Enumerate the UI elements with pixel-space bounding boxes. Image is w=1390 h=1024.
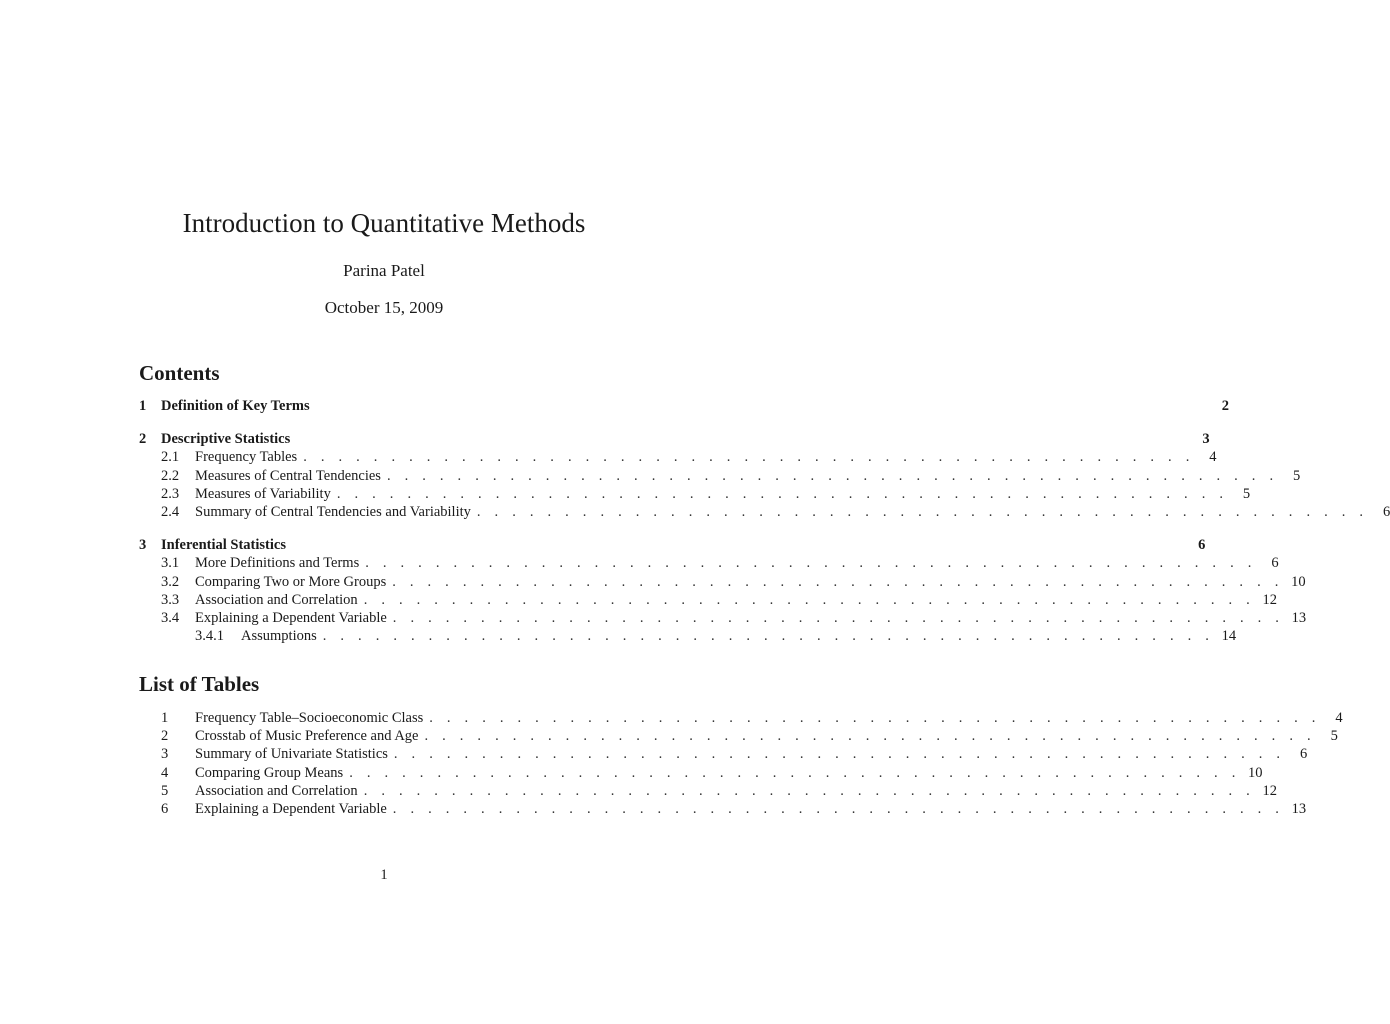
toc-entry-label: Definition of Key Terms	[161, 398, 310, 414]
toc-entry-number: 3	[139, 537, 147, 554]
table-entry-label: Explaining a Dependent Variable	[195, 800, 387, 817]
toc-entry-label: Inferential Statistics	[161, 537, 286, 554]
table-entry-label: Crosstab of Music Preference and Age	[195, 728, 419, 745]
toc-entry[interactable]	[139, 448, 1217, 466]
toc-entry-label: Assumptions	[241, 628, 317, 645]
toc-entry-label: Measures of Variability	[195, 485, 331, 502]
dot-leader: . . . . . . . . . . . . . . . . . . . . . . . . . . . . . . . . . . . . . . . . . . . . . . . . . . .	[303, 449, 1195, 466]
dot-leader: . . . . . . . . . . . . . . . . . . . . . . . . . . . . . . . . . . . . . . . . . . . . . . . . . . .	[424, 728, 1316, 745]
dot-leader: . . . . . . . . . . . . . . . . . . . . . . . . . . . . . . . . . . . . . . . . . . . . . . . . . . .	[363, 591, 1256, 608]
toc-entry-label: Summary of Central Tendencies and Variability	[195, 503, 471, 520]
table-entry[interactable]	[139, 782, 1278, 800]
toc-entry-page: 10	[1291, 573, 1306, 590]
toc-entry[interactable]	[139, 430, 1210, 448]
toc-entry-number: 3.4	[161, 609, 180, 626]
dot-leader: . . . . . . . . . . . . . . . . . . . . . . . . . . . . . . . . . . . . . . . . . . . . . . . . . . .	[429, 710, 1321, 726]
dot-leader: . . . . . . . . . . . . . . . . . . . . . . . . . . . . . . . . . . . . . . . . . . . . . . . . . . .	[392, 800, 1285, 817]
toc-entry-number: 3.2	[161, 573, 180, 590]
table-entry-number: 2	[161, 728, 169, 745]
table-entry[interactable]	[139, 764, 1263, 782]
toc-entry-label: More Definitions and Terms	[195, 555, 360, 572]
toc-entry[interactable]	[139, 397, 1229, 415]
dot-leader: . . . . . . . . . . . . . . . . . . . . . . . . . . . . . . . . . . . . . . . . . . . . . . . . . . .	[336, 485, 1229, 502]
table-entry-number: 5	[161, 782, 169, 799]
toc-entry-page: 4	[1209, 449, 1217, 466]
table-entry[interactable]	[139, 709, 1343, 727]
toc-entry-number: 2.3	[161, 485, 180, 502]
table-entry-page: 5	[1330, 728, 1338, 745]
toc-entry-label: Measures of Central Tendencies	[195, 467, 381, 484]
document-title: Introduction to Quantitative Methods	[182, 208, 586, 238]
table-entry-number: 4	[161, 764, 169, 781]
contents-heading: Contents	[139, 361, 220, 385]
dot-leader: . . . . . . . . . . . . . . . . . . . . . . . . . . . . . . . . . . . . . . . . . . . . . . . . . . .	[365, 555, 1257, 572]
toc-entry-number: 1	[139, 398, 147, 414]
dot-leader: . . . . . . . . . . . . . . . . . . . . . . . . . . . . . . . . . . . . . . . . . . . . . . . . . . .	[386, 467, 1279, 484]
table-entry-label: Summary of Univariate Statistics	[195, 746, 388, 763]
toc-entry-number: 2	[139, 431, 147, 448]
list-of-tables	[139, 709, 1343, 818]
table-entry[interactable]	[139, 727, 1338, 745]
toc-entry-page: 3	[1202, 431, 1210, 448]
dot-leader: . . . . . . . . . . . . . . . . . . . . . . . . . . . . . . . . . . . . . . . . . . . . . . . . . . .	[393, 746, 1286, 763]
toc-entry-number: 3.1	[161, 555, 180, 572]
table-entry-number: 1	[161, 710, 169, 726]
table-entry[interactable]	[139, 745, 1308, 763]
toc-entry-page: 5	[1242, 485, 1251, 502]
document-date: October 15, 2009	[324, 298, 444, 317]
toc-entry-number: 2.2	[161, 467, 180, 484]
toc-entry[interactable]	[139, 503, 1390, 521]
toc-entry-label: Association and Correlation	[195, 591, 358, 608]
toc-entry[interactable]	[139, 609, 1307, 627]
toc-entry-number: 3.4.1	[195, 628, 224, 645]
toc-entry-page: 12	[1262, 591, 1278, 608]
toc-entry-page: 6	[1271, 555, 1279, 572]
toc-entry-label: Comparing Two or More Groups	[195, 573, 387, 590]
toc-entry[interactable]	[139, 627, 1237, 645]
toc-entry-page: 13	[1291, 609, 1307, 626]
toc-entry-label: Explaining a Dependent Variable	[195, 609, 387, 626]
toc-entry[interactable]	[139, 554, 1279, 572]
dot-leader: . . . . . . . . . . . . . . . . . . . . . . . . . . . . . . . . . . . . . . . . . . . . . . . . . . .	[322, 628, 1215, 645]
toc-entry[interactable]	[139, 536, 1206, 554]
dot-leader: . . . . . . . . . . . . . . . . . . . . . . . . . . . . . . . . . . . . . . . . . . . . . . . . . . .	[392, 573, 1284, 590]
table-entry-number: 6	[161, 800, 169, 817]
table-entry-label: Comparing Group Means	[195, 764, 344, 781]
toc-entry-page: 6	[1198, 537, 1206, 554]
list-of-tables-heading: List of Tables	[139, 672, 260, 696]
toc-entry-label: Descriptive Statistics	[161, 431, 291, 448]
dot-leader: . . . . . . . . . . . . . . . . . . . . . . . . . . . . . . . . . . . . . . . . . . . . . . . . . . .	[392, 609, 1285, 626]
table-entry-page: 6	[1299, 746, 1308, 763]
toc-entry-page: 14	[1221, 628, 1237, 645]
document-author: Parina Patel	[343, 261, 425, 280]
contents-list	[139, 397, 1390, 645]
toc-entry-label: Frequency Tables	[195, 449, 298, 466]
table-entry-page: 12	[1262, 782, 1278, 799]
toc-entry[interactable]	[139, 467, 1301, 485]
table-entry-page: 10	[1248, 764, 1263, 781]
table-entry-label: Association and Correlation	[195, 782, 358, 799]
table-entry[interactable]	[139, 800, 1307, 818]
dot-leader: . . . . . . . . . . . . . . . . . . . . . . . . . . . . . . . . . . . . . . . . . . . . . . . . . . .	[476, 503, 1369, 520]
table-entry-page: 4	[1335, 710, 1343, 726]
toc-entry-number: 3.3	[161, 591, 180, 608]
toc-entry-page: 5	[1293, 467, 1301, 484]
toc-entry-page: 6	[1382, 503, 1390, 520]
toc-entry[interactable]	[139, 573, 1306, 591]
toc-entry-number: 2.4	[161, 503, 180, 520]
dot-leader: . . . . . . . . . . . . . . . . . . . . . . . . . . . . . . . . . . . . . . . . . . . . . . . . . . .	[363, 782, 1256, 799]
table-entry-page: 13	[1291, 800, 1307, 817]
toc-entry-page: 2	[1221, 398, 1229, 414]
table-entry-number: 3	[161, 746, 169, 763]
page-number: 1	[380, 867, 388, 883]
toc-entry-number: 2.1	[161, 449, 180, 466]
toc-entry[interactable]	[139, 485, 1251, 503]
toc-entry[interactable]	[139, 591, 1278, 609]
table-entry-label: Frequency Table–Socioeconomic Class	[195, 710, 424, 726]
dot-leader: . . . . . . . . . . . . . . . . . . . . . . . . . . . . . . . . . . . . . . . . . . . . . . . . . . .	[349, 764, 1241, 781]
